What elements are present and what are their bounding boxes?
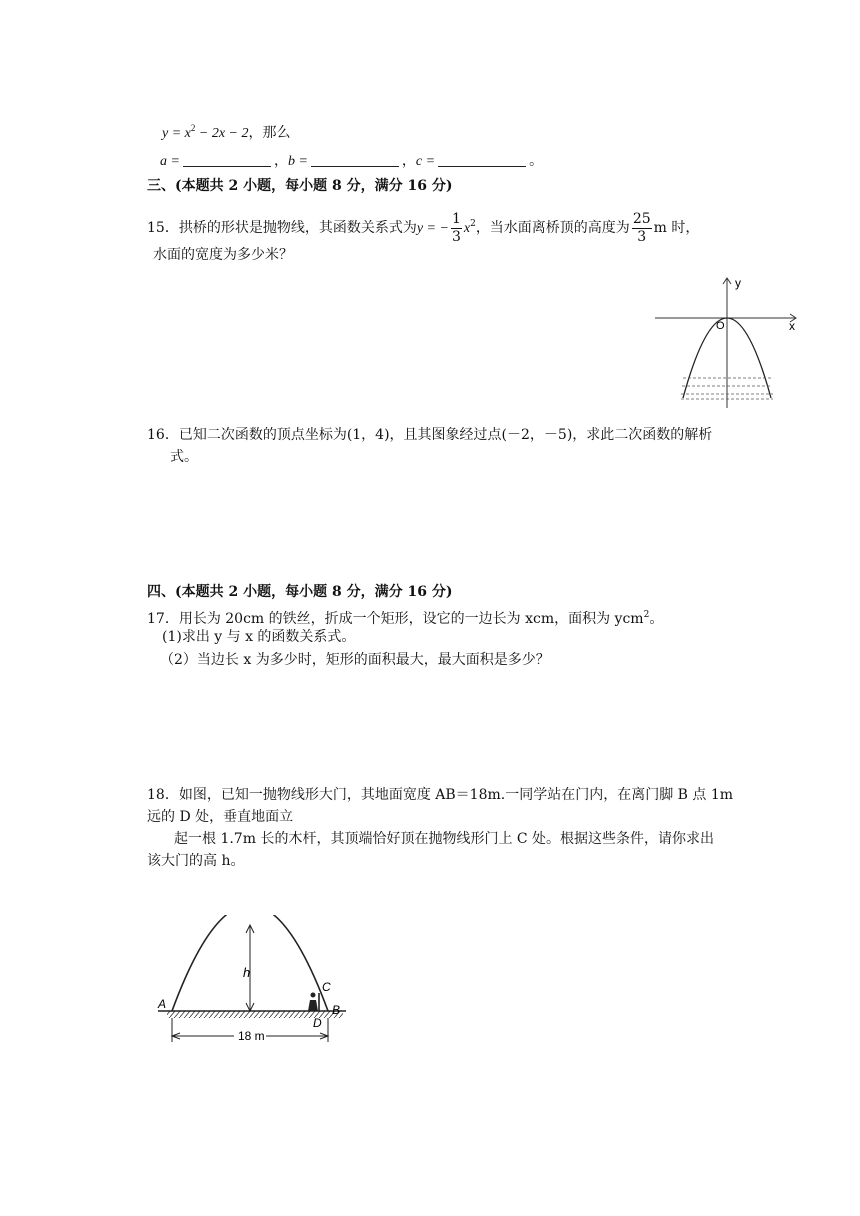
q15-eq-lhs: y = − xyxy=(416,221,449,236)
q15-origin-label: O xyxy=(716,320,725,332)
q14-sep1: ， xyxy=(273,154,288,169)
q15-text-after: m 时， xyxy=(653,220,700,236)
q17-line1-end: 。 xyxy=(649,611,664,627)
q18-line2: 远的 D 处，垂直地面立 xyxy=(147,809,294,825)
q14-b-blank[interactable] xyxy=(311,152,399,167)
q18-line4: 该大门的高 h。 xyxy=(147,853,245,869)
q15-text-mid: ，当水面离桥顶的高度为 xyxy=(475,220,630,236)
q14-a-blank[interactable] xyxy=(183,152,271,167)
q18-line1: 18．如图，已知一抛物线形大门，其地面宽度 AB＝18m.一同学站在门内，在离门脚 B 点 1m xyxy=(147,787,734,803)
q18-student-head xyxy=(311,993,316,998)
q15-eq-exp: 2 xyxy=(470,219,476,229)
q15-line2: 水面的宽度为多少米？ xyxy=(153,247,293,263)
q18-c-label: C xyxy=(322,980,331,994)
q15-frac2-den: 3 xyxy=(637,228,647,245)
q15-text-before: 15．拱桥的形状是抛物线，其函数关系式为 xyxy=(147,220,417,236)
q17-line1-exp: 2 xyxy=(643,610,650,620)
q15-line1 xyxy=(147,204,699,249)
q14-b-label: b = xyxy=(287,154,308,169)
q14-formula-prefix: y = x xyxy=(162,126,191,141)
q14-c-blank[interactable] xyxy=(438,152,526,167)
q17-sub2: （2）当边长 x 为多少时，矩形的面积最大，最大面积是多少？ xyxy=(160,652,550,668)
q15-y-label: y xyxy=(735,276,741,290)
q15-bridge-figure xyxy=(650,272,810,412)
q14-formula-tail: ，那么 xyxy=(248,126,291,141)
q17-line1-text: 17．用长为 20cm 的铁丝，折成一个矩形，设它的一边长为 xcm，面积为 ycm xyxy=(147,611,644,627)
q15-frac1-den: 3 xyxy=(451,228,461,245)
q14-c-label: c = xyxy=(415,154,436,169)
q15-frac2-num: 25 xyxy=(632,210,651,227)
q18-width-label: 18 m xyxy=(238,1029,265,1043)
q14-sep2: ， xyxy=(401,154,416,169)
q17-sub1: (1)求出 y 与 x 的函数关系式。 xyxy=(162,629,356,645)
q15-frac1-num: 1 xyxy=(451,210,461,227)
section4-heading: 四、(本题共 2 小题，每小题 8 分，满分 16 分) xyxy=(147,584,453,600)
q17-line1 xyxy=(147,605,663,629)
q18-a-label: A xyxy=(158,997,167,1011)
section3-heading: 三、(本题共 2 小题，每小题 8 分，满分 16 分) xyxy=(147,178,453,194)
q15-frac1 xyxy=(451,211,462,246)
q15-frac2 xyxy=(632,211,652,246)
q14-formula-exp: 2 xyxy=(190,123,196,133)
q14-formula-suffix: − 2x − 2 xyxy=(195,126,249,141)
q14-a-label: a = xyxy=(160,154,180,169)
q18-d-label: D xyxy=(313,1016,322,1030)
q16-line1: 16．已知二次函数的顶点坐标为(1，4)，且其图象经过点(－2，－5)，求此二次函数的解析 xyxy=(147,427,713,443)
q15-eq-var: x xyxy=(463,221,471,236)
q18-line3: 起一根 1.7m 长的木杆，其顶端恰好顶在抛物线形门上 C 处。根据这些条件，请你求出 xyxy=(174,831,715,847)
q14-end: 。 xyxy=(529,154,544,169)
q18-h-label: h xyxy=(243,965,251,980)
q16-line2: 式。 xyxy=(170,449,198,465)
q18-student-body xyxy=(308,1000,318,1011)
q14-formula xyxy=(162,118,290,144)
q14-answer-line xyxy=(160,152,543,172)
q18-b-label: B xyxy=(332,1003,341,1017)
q15-x-label: x xyxy=(789,319,795,333)
q18-gate-figure xyxy=(150,915,355,1050)
